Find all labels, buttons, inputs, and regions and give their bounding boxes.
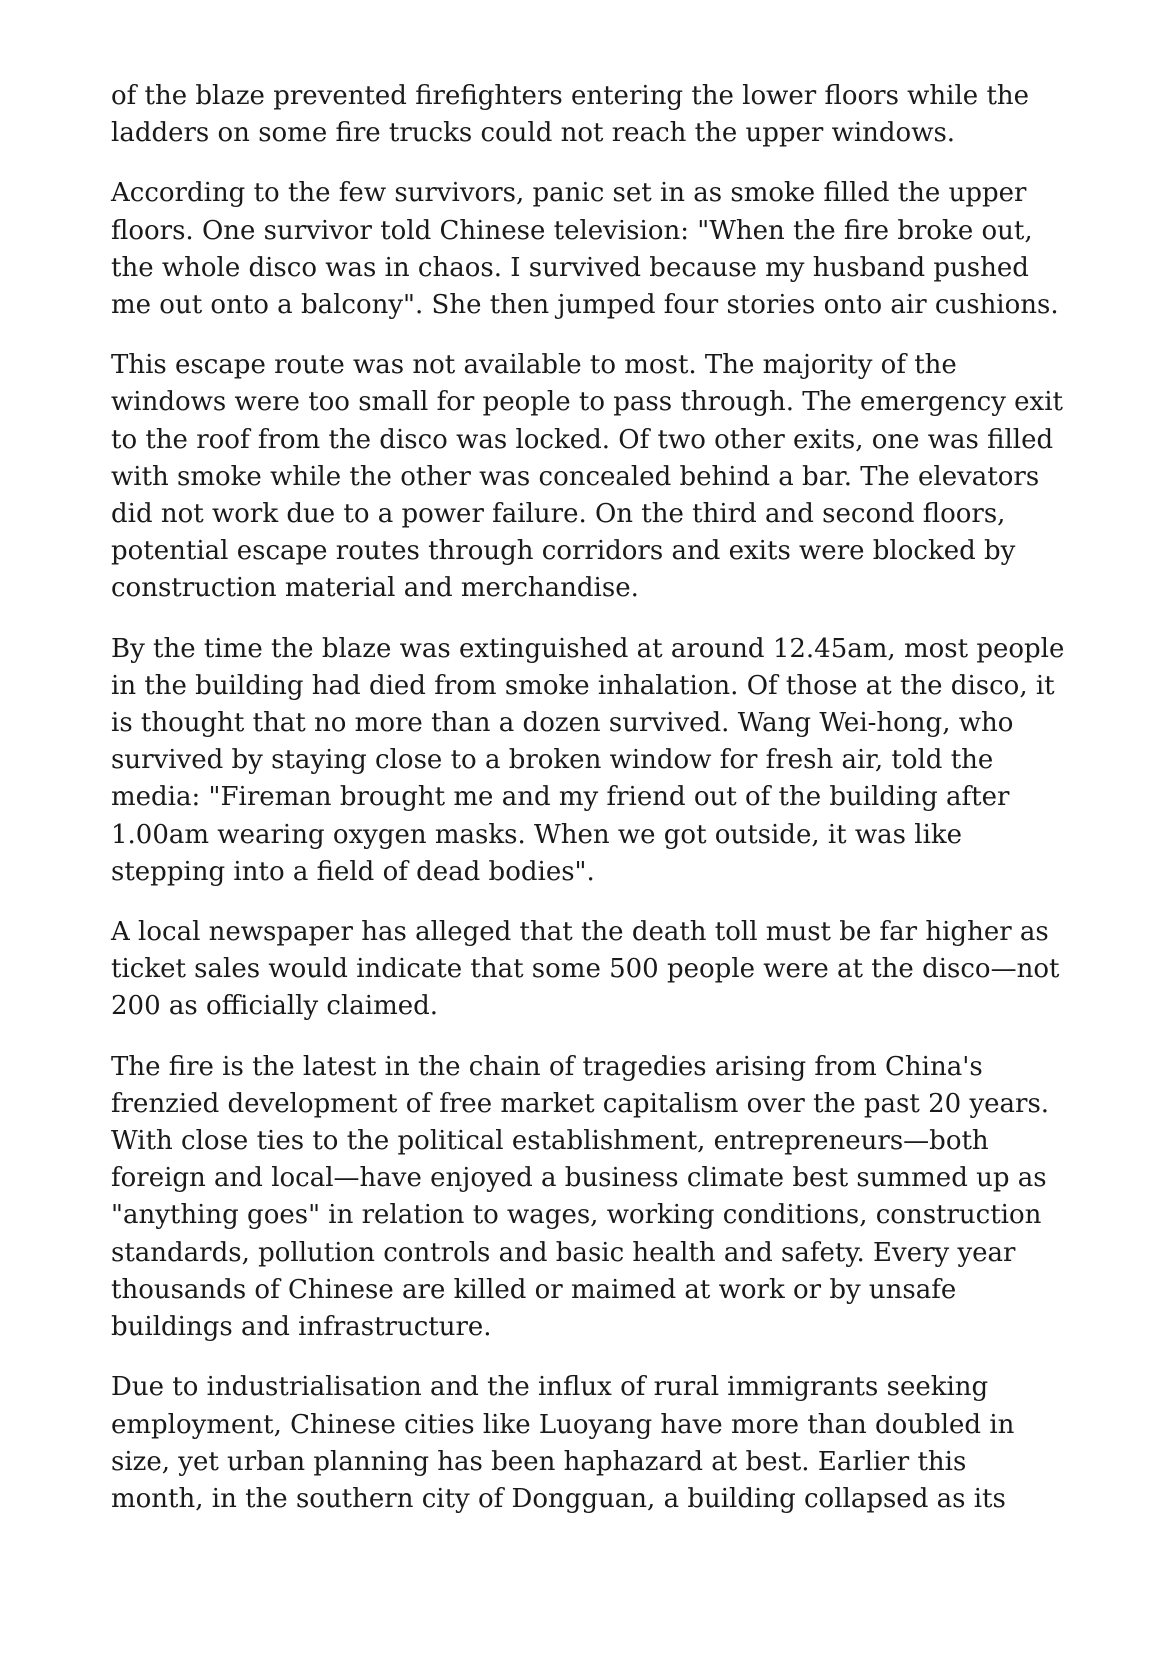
text-line: survived by staying close to a broken window for fresh air, told the	[111, 745, 994, 776]
text-line: potential escape routes through corridors and exits were blocked by	[111, 536, 1016, 567]
text-line: floors. One survivor told Chinese television: "When the fire broke out,	[111, 215, 1033, 246]
text-line: size, yet urban planning has been haphazard at best. Earlier this	[111, 1446, 967, 1477]
text-line: to the roof from the disco was locked. Of two other exits, one was filled	[111, 424, 1054, 455]
text-line: ticket sales would indicate that some 500 people were at the disco—not	[111, 954, 1060, 985]
text-line: me out onto a balcony". She then jumped four stories onto air cushions.	[111, 290, 1059, 321]
paragraph-5	[111, 914, 1071, 1026]
text-line: the whole disco was in chaos. I survived because my husband pushed	[111, 252, 1029, 283]
text-line: According to the few survivors, panic set in as smoke filled the upper	[111, 178, 1027, 209]
text-line: A local newspaper has alleged that the death toll must be far higher as	[111, 917, 1049, 948]
text-line: foreign and local—have enjoyed a business climate best summed up as	[111, 1163, 1047, 1194]
text-line: media: "Fireman brought me and my friend out of the building after	[111, 782, 1010, 813]
text-line: The fire is the latest in the chain of tragedies arising from China's	[111, 1051, 983, 1082]
text-line: thousands of Chinese are killed or maimed at work or by unsafe	[111, 1274, 957, 1305]
text-line: windows were too small for people to pass through. The emergency exit	[111, 387, 1063, 418]
paragraph-4	[111, 631, 1071, 891]
paragraph-1	[111, 78, 1071, 152]
text-line: This escape route was not available to most. The majority of the	[111, 350, 957, 381]
text-line: By the time the blaze was extinguished at around 12.45am, most people	[111, 633, 1065, 664]
text-line: ladders on some fire trucks could not reach the upper windows.	[111, 118, 956, 149]
article-body	[111, 78, 1071, 1541]
text-line: month, in the southern city of Dongguan, a building collapsed as its	[111, 1483, 1006, 1514]
text-line: of the blaze prevented firefighters entering the lower floors while the	[111, 81, 1030, 111]
paragraph-7	[111, 1369, 1071, 1518]
text-line: frenzied development of free market capitalism over the past 20 years.	[111, 1088, 1050, 1119]
paragraph-2	[111, 175, 1071, 324]
text-line: Due to industrialisation and the influx of rural immigrants seeking	[111, 1372, 989, 1403]
paragraph-3	[111, 347, 1071, 607]
text-line: construction material and merchandise.	[111, 573, 639, 604]
text-line: buildings and infrastructure.	[111, 1312, 492, 1343]
text-line: with smoke while the other was concealed behind a bar. The elevators	[111, 461, 1040, 492]
text-line: "anything goes" in relation to wages, working conditions, construction	[111, 1200, 1042, 1231]
text-line: 200 as officially claimed.	[111, 991, 439, 1022]
text-line: standards, pollution controls and basic health and safety. Every year	[111, 1237, 1016, 1268]
text-line: is thought that no more than a dozen survived. Wang Wei-hong, who	[111, 708, 1014, 739]
text-line: With close ties to the political establishment, entrepreneurs—both	[111, 1126, 989, 1157]
paragraph-6	[111, 1049, 1071, 1347]
text-line: 1.00am wearing oxygen masks. When we got outside, it was like	[111, 819, 963, 850]
text-line: employment, Chinese cities like Luoyang have more than doubled in	[111, 1409, 1015, 1440]
text-line: in the building had died from smoke inhalation. Of those at the disco, it	[111, 670, 1055, 701]
text-line: did not work due to a power failure. On the third and second floors,	[111, 499, 1006, 530]
text-line: stepping into a field of dead bodies".	[111, 856, 595, 887]
